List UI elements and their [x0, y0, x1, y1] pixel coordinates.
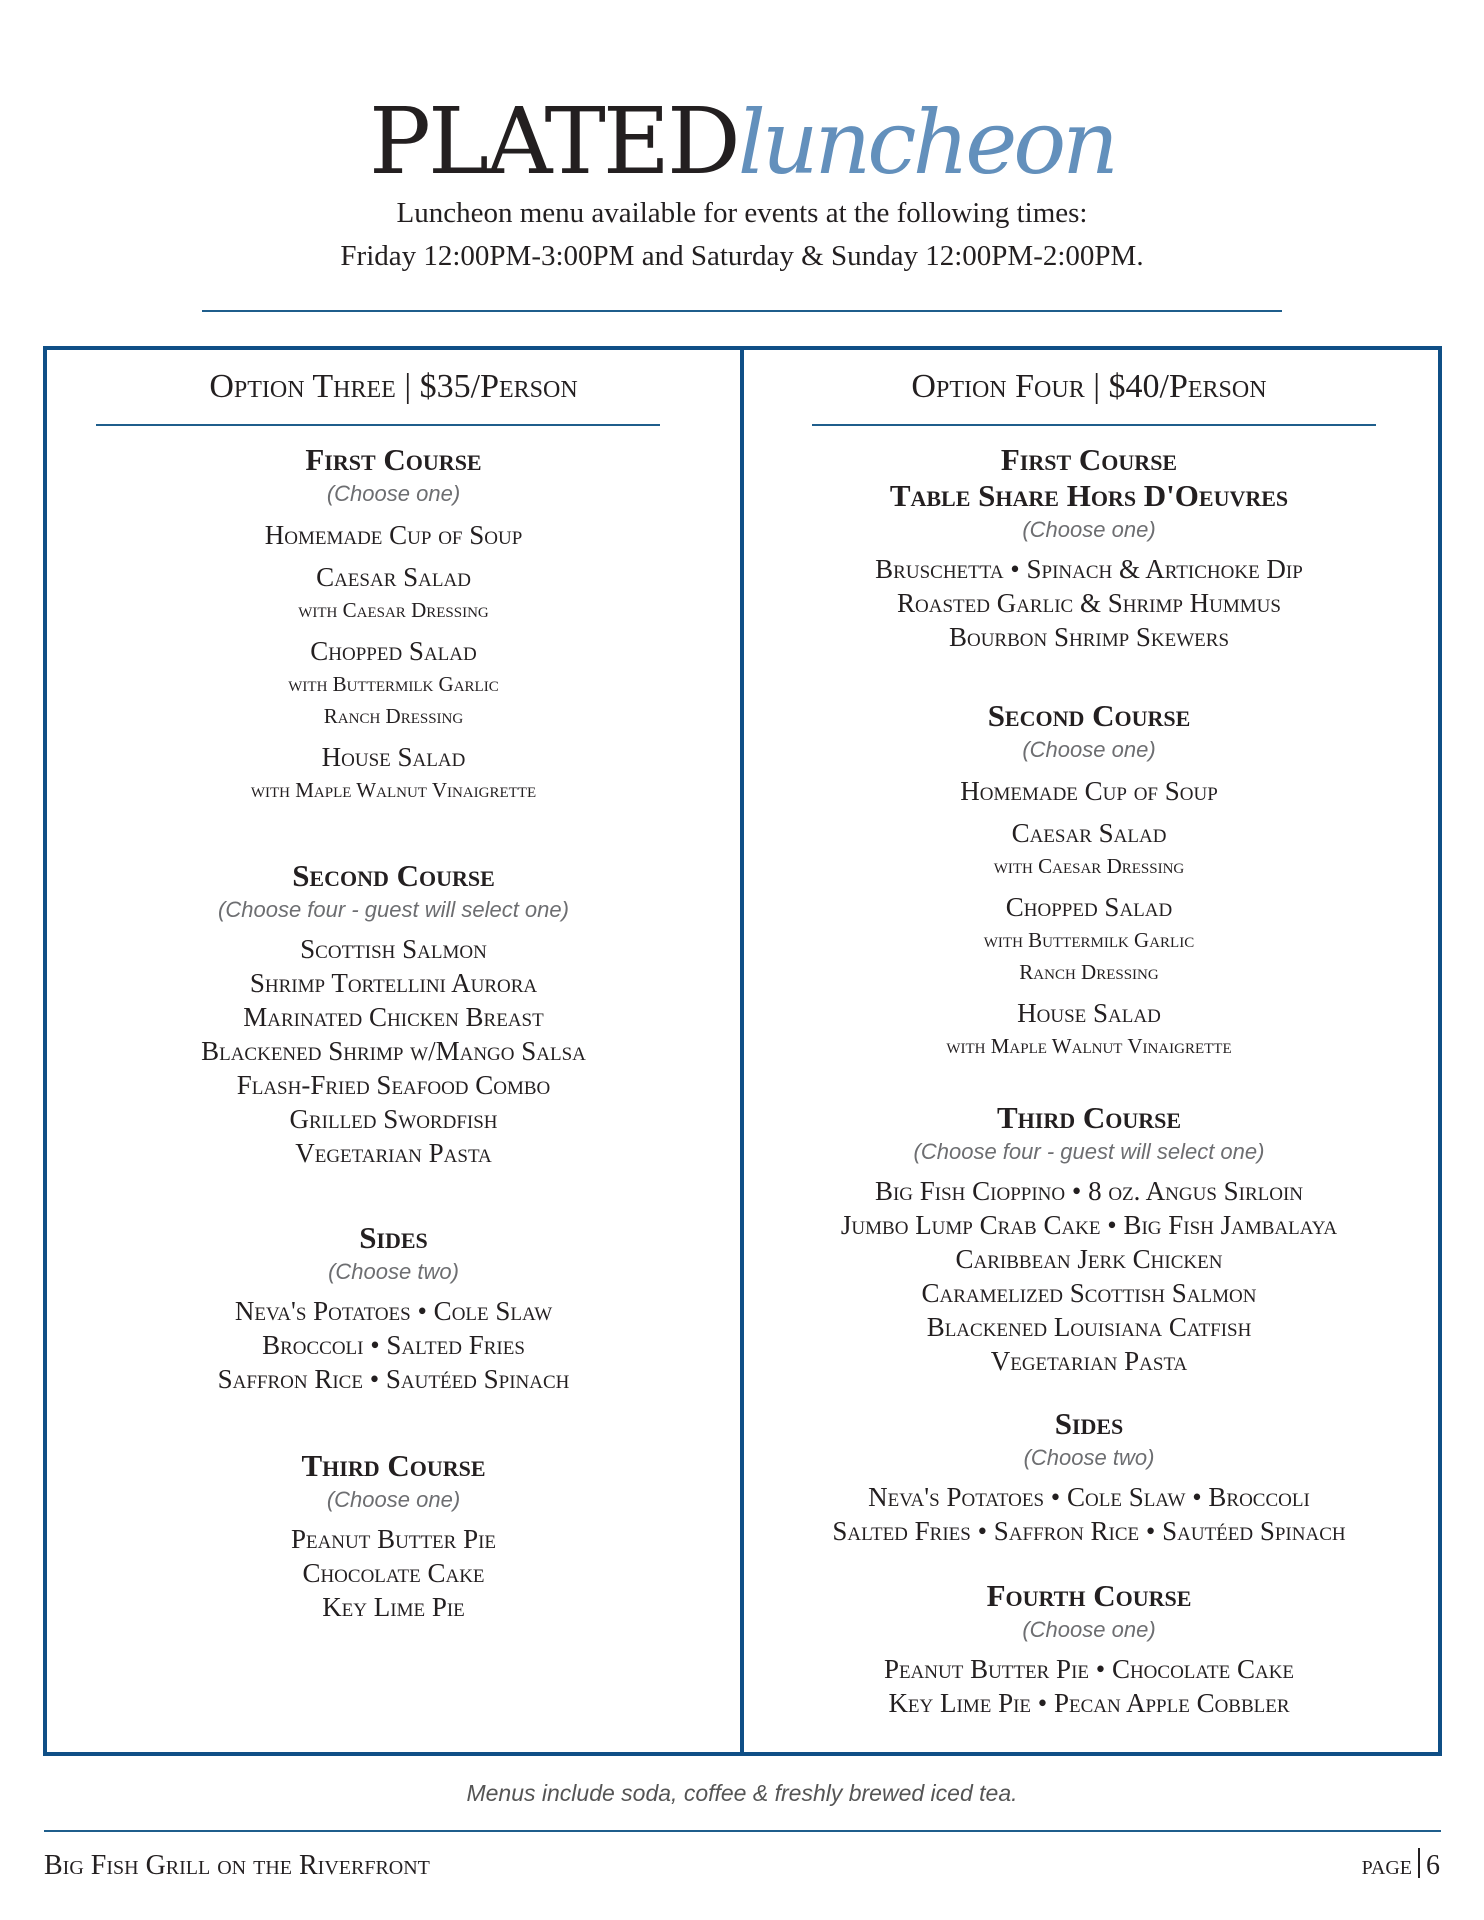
menu-item: Caribbean Jerk Chicken	[955, 1244, 1223, 1274]
menu-item-group	[47, 1328, 740, 1362]
menu-item-group	[47, 1034, 740, 1068]
menu-section	[744, 1406, 1434, 1548]
menu-item-detail: with Caesar Dressing	[298, 598, 489, 622]
option-four-column	[744, 346, 1434, 1756]
option-heading: Option Four | $40/Person	[911, 368, 1267, 405]
menu-item: Jumbo Lump Crab Cake • Big Fish Jambalaya	[840, 1210, 1338, 1240]
section-note: (Choose one)	[1022, 1617, 1156, 1642]
section-heading: Second Course	[292, 858, 495, 893]
menu-item-group	[47, 1136, 740, 1170]
menu-item-group	[744, 1174, 1434, 1208]
menu-item-group	[47, 1102, 740, 1136]
section-heading: Third Course	[996, 1100, 1182, 1135]
option-underline	[96, 424, 660, 426]
section-heading: Second Course	[987, 698, 1191, 733]
menu-item-detail: with Buttermilk Garlic	[288, 672, 499, 696]
menu-item-group	[47, 560, 740, 626]
menu-item-group	[47, 1362, 740, 1396]
menu-item: Chopped Salad	[310, 636, 477, 666]
menu-section	[47, 442, 740, 806]
menu-item-group	[744, 586, 1434, 620]
menu-item: Saffron Rice • Sautéed Spinach	[217, 1364, 570, 1394]
menu-item: Peanut Butter Pie • Chocolate Cake	[883, 1654, 1295, 1684]
menu-item-group	[744, 1242, 1434, 1276]
section-heading: Sides	[1054, 1406, 1124, 1441]
option-three-column	[47, 346, 740, 1756]
menu-item-group	[47, 1000, 740, 1034]
page-indicator	[1362, 1848, 1440, 1882]
footer-divider	[44, 1830, 1441, 1832]
menu-item: Neva's Potatoes • Cole Slaw	[234, 1296, 553, 1326]
menu-item: Key Lime Pie	[322, 1592, 465, 1622]
page-title	[0, 88, 1484, 195]
header-divider	[202, 310, 1282, 312]
section-note: (Choose two)	[328, 1259, 459, 1284]
menu-section	[744, 1100, 1434, 1378]
menu-item: Marinated Chicken Breast	[243, 1002, 544, 1032]
menu-item: Chopped Salad	[1005, 892, 1173, 922]
section-note: (Choose one)	[1022, 737, 1156, 762]
menu-item: Grilled Swordfish	[289, 1104, 498, 1134]
menu-item: Key Lime Pie • Pecan Apple Cobbler	[888, 1688, 1290, 1718]
menu-item: Salted Fries • Saffron Rice • Sautéed Spinach	[832, 1516, 1346, 1546]
menu-item-group	[47, 518, 740, 552]
subtitle-line-1: Luncheon menu available for events at the following times:	[396, 197, 1088, 229]
page-separator	[1418, 1848, 1420, 1878]
menu-item-detail: with Maple Walnut Vinaigrette	[250, 778, 537, 802]
section-subheading: Table Share Hors D'Oeuvres	[889, 478, 1289, 513]
menu-item: Caramelized Scottish Salmon	[921, 1278, 1257, 1308]
menu-item: House Salad	[1017, 998, 1161, 1028]
menu-item-group	[744, 1208, 1434, 1242]
section-heading: Fourth Course	[986, 1578, 1192, 1613]
menu-item-group	[47, 1522, 740, 1556]
menu-item-group	[744, 996, 1434, 1062]
menu-item: Homemade Cup of Soup	[960, 776, 1218, 806]
menu-item-detail: with Buttermilk Garlic	[983, 928, 1195, 952]
menu-item-group	[47, 1068, 740, 1102]
menu-section	[47, 1448, 740, 1624]
menu-item-group	[47, 1590, 740, 1624]
menu-item-detail: Ranch Dressing	[1019, 960, 1159, 984]
menu-item-group	[744, 1344, 1434, 1378]
menu-item: Roasted Garlic & Shrimp Hummus	[897, 588, 1281, 618]
page-number: 6	[1426, 1850, 1440, 1881]
title-script: luncheon	[737, 91, 1115, 194]
menu-item: Blackened Shrimp w/Mango Salsa	[201, 1036, 586, 1066]
menu-item: House Salad	[321, 742, 466, 772]
menu-item-group	[47, 1556, 740, 1590]
menu-item: Chocolate Cake	[302, 1558, 485, 1588]
section-note: (Choose two)	[1023, 1445, 1155, 1470]
menu-section	[47, 858, 740, 1170]
menu-item-group	[744, 552, 1434, 586]
menu-item: Homemade Cup of Soup	[264, 520, 523, 550]
menu-section	[744, 1578, 1434, 1720]
section-note: (Choose four - guest will select one)	[218, 897, 569, 922]
menu-item-group	[744, 1514, 1434, 1548]
menu-item: Scottish Salmon	[300, 934, 487, 964]
menu-item-group	[744, 890, 1434, 988]
page-label: page	[1361, 1850, 1412, 1881]
menu-item: Broccoli • Salted Fries	[262, 1330, 525, 1360]
menu-item: Big Fish Cioppino • 8 oz. Angus Sirloin	[874, 1176, 1304, 1206]
menu-item-group	[47, 932, 740, 966]
section-note: (Choose one)	[326, 1487, 461, 1512]
menu-item: Neva's Potatoes • Cole Slaw • Broccoli	[868, 1482, 1310, 1512]
menu-item: Bourbon Shrimp Skewers	[948, 622, 1230, 652]
menu-item-group	[744, 1652, 1434, 1686]
menu-item-detail: Ranch Dressing	[323, 704, 464, 728]
subtitle-line-2: Friday 12:00PM-3:00PM and Saturday & Sunday 12:00PM-2:00PM.	[340, 240, 1144, 272]
restaurant-name: Big Fish Grill on the Riverfront	[44, 1850, 430, 1881]
menu-item-group	[744, 816, 1434, 882]
menu-item: Caesar Salad	[316, 562, 471, 592]
section-heading: Third Course	[301, 1448, 486, 1483]
option-underline	[812, 424, 1376, 426]
section-heading: Sides	[359, 1220, 428, 1255]
title-main: PLATED	[369, 88, 738, 195]
menu-section	[47, 1220, 740, 1396]
section-note: (Choose one)	[326, 481, 461, 506]
menu-item-group	[47, 740, 740, 806]
menu-item: Peanut Butter Pie	[290, 1524, 497, 1554]
menu-item: Vegetarian Pasta	[295, 1138, 492, 1168]
section-note: (Choose one)	[1022, 517, 1156, 542]
menu-item-group	[47, 634, 740, 732]
menu-item-group	[744, 1480, 1434, 1514]
menu-item-group	[47, 966, 740, 1000]
menu-item: Blackened Louisiana Catfish	[926, 1312, 1252, 1342]
menu-item-group	[744, 1276, 1434, 1310]
menu-item-group	[744, 1686, 1434, 1720]
menu-section	[744, 698, 1434, 1062]
section-note: (Choose four - guest will select one)	[913, 1139, 1265, 1164]
menu-item-group	[744, 774, 1434, 808]
option-heading: Option Three | $35/Person	[209, 368, 578, 405]
menu-item: Shrimp Tortellini Aurora	[249, 968, 538, 998]
menu-item-group	[744, 620, 1434, 654]
menu-item-detail: with Maple Walnut Vinaigrette	[946, 1034, 1232, 1058]
menu-item-group	[744, 1310, 1434, 1344]
menu-item: Bruschetta • Spinach & Artichoke Dip	[875, 554, 1303, 584]
menu-item: Caesar Salad	[1011, 818, 1167, 848]
menu-item-detail: with Caesar Dressing	[993, 854, 1185, 878]
menu-item: Flash-Fried Seafood Combo	[236, 1070, 551, 1100]
section-heading: First Course	[1000, 442, 1178, 477]
footer-note: Menus include soda, coffee & freshly brewed iced tea.	[466, 1780, 1018, 1806]
menu-item: Vegetarian Pasta	[990, 1346, 1188, 1376]
section-heading: First Course	[305, 442, 482, 477]
menu-item-group	[47, 1294, 740, 1328]
menu-section	[744, 442, 1434, 654]
